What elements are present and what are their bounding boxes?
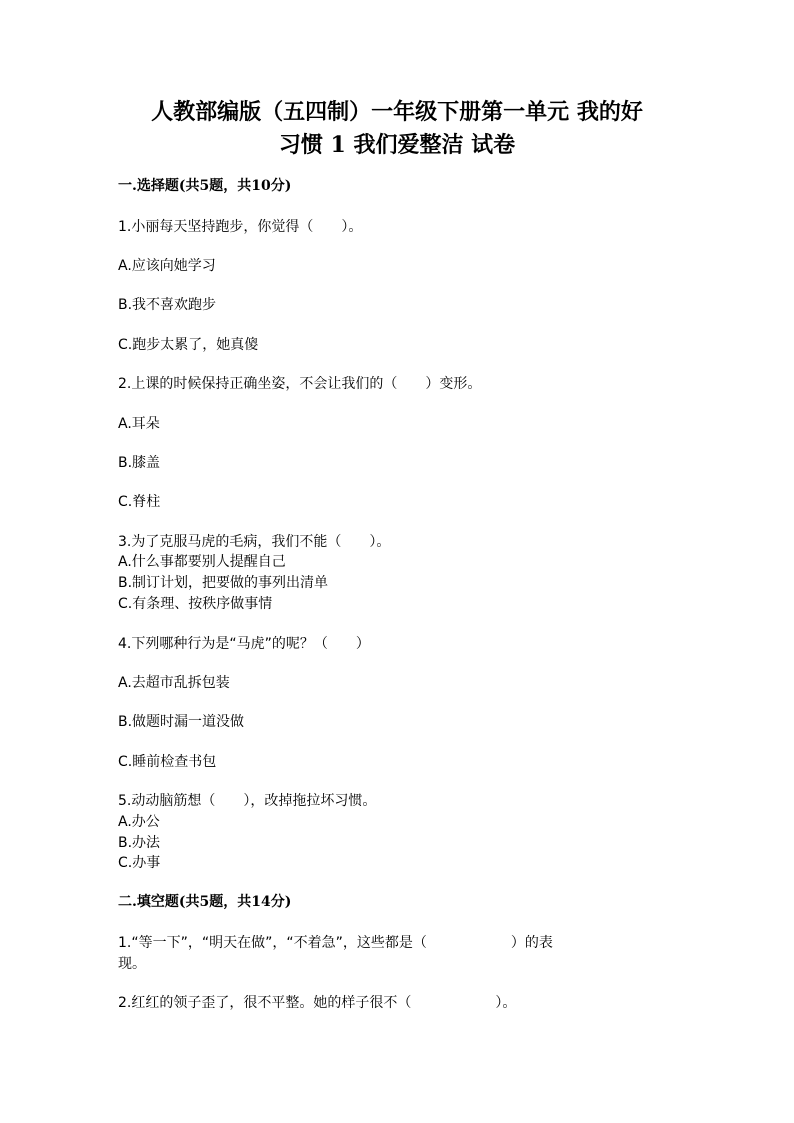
option-a: A.去超市乱拆包装 xyxy=(118,675,230,691)
option-b: B.膝盖 xyxy=(118,455,161,471)
option-c: C.脊柱 xyxy=(118,494,161,510)
option-c: C.办事 xyxy=(118,855,161,871)
question-stem: 4.下列哪种行为是“马虎”的呢？（ ） xyxy=(118,636,370,652)
question-stem: 5.动动脑筋想（ ），改掉拖拉坏习惯。 xyxy=(118,793,377,809)
option-c: C.睡前检查书包 xyxy=(118,754,217,770)
question-line: 2.红红的领子歪了，很不平整。她的样子很不（ ）。 xyxy=(118,995,517,1011)
option-a: A.办公 xyxy=(118,814,160,830)
option-b: B.制订计划，把要做的事列出清单 xyxy=(118,575,329,591)
option-c: C.有条理、按秩序做事情 xyxy=(118,596,273,612)
question-stem: 3.为了克服马虎的毛病，我们不能（ ）。 xyxy=(118,534,391,550)
option-b: B.办法 xyxy=(118,835,161,851)
option-b: B.做题时漏一道没做 xyxy=(118,714,245,730)
question-line-continued: 现。 xyxy=(118,956,146,972)
question-line: 1.“等一下”，“明天在做”，“不着急”，这些都是（ ）的表 xyxy=(118,935,553,951)
page-title-line-2: 习惯 1 我们爱整洁 试卷 xyxy=(278,132,516,158)
option-a: A.应该向她学习 xyxy=(118,258,216,274)
option-b: B.我不喜欢跑步 xyxy=(118,297,217,313)
option-c: C.跑步太累了，她真傻 xyxy=(118,337,259,353)
section-heading: 一.选择题(共5题，共10分) xyxy=(118,178,292,194)
section-heading: 二.填空题(共5题，共14分) xyxy=(118,894,292,910)
option-a: A.耳朵 xyxy=(118,416,160,432)
page-title-line-1: 人教部编版（五四制）一年级下册第一单元 我的好 xyxy=(151,99,643,125)
question-stem: 1.小丽每天坚持跑步，你觉得（ ）。 xyxy=(118,219,363,235)
question-stem: 2.上课的时候保持正确坐姿，不会让我们的（ ）变形。 xyxy=(118,376,482,392)
option-a: A.什么事都要别人提醒自己 xyxy=(118,554,286,570)
